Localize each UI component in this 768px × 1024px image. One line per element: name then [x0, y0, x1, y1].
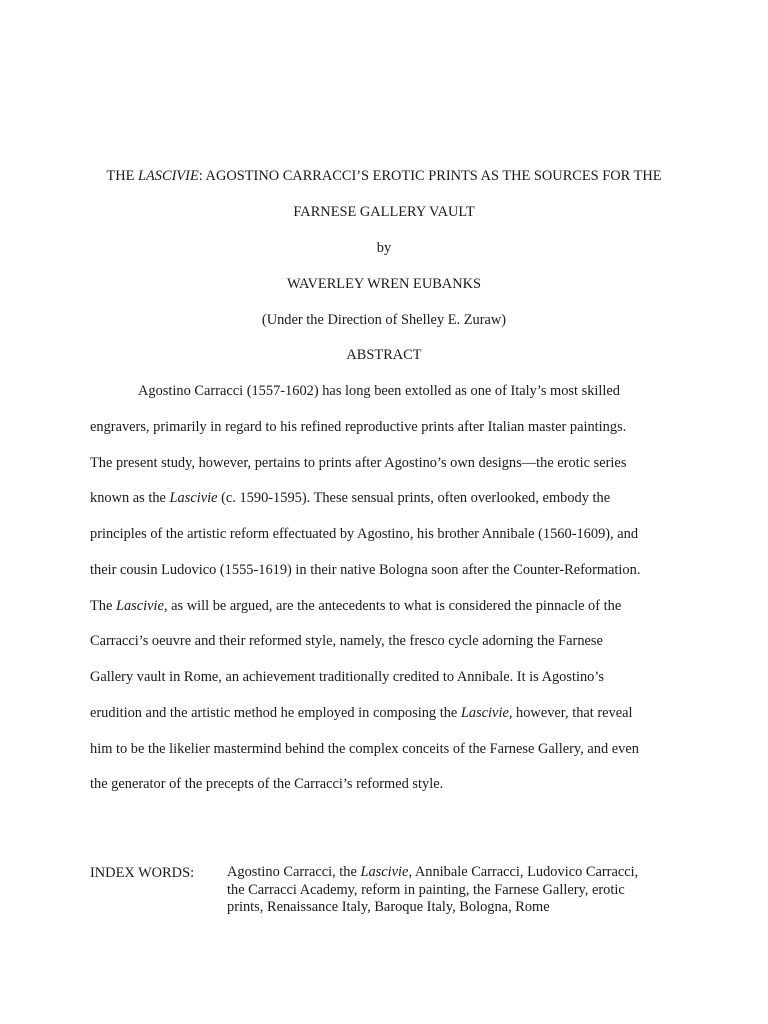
index-line-1-italic: Lascivie	[360, 864, 409, 880]
abstract-line-4-pre: known as the	[90, 490, 170, 506]
abstract-line-3: The present study, however, pertains to prints after Agostino’s own designs—the erotic series	[90, 455, 627, 471]
title-line-2: FARNESE GALLERY VAULT	[293, 204, 475, 220]
abstract-line-10-post: , however, that reveal	[508, 705, 633, 721]
abstract-line-2: engravers, primarily in regard to his refined reproductive prints after Italian master paintings.	[90, 419, 627, 435]
title-prefix: THE	[106, 168, 138, 184]
author-name: WAVERLEY WREN EUBANKS	[286, 276, 481, 292]
index-words-line-2: the Carracci Academy, reform in painting, the Farnese Gallery, erotic	[227, 881, 625, 898]
abstract-line-7-italic: Lascivie	[115, 598, 164, 614]
index-line-1-post: , Annibale Carracci, Ludovico Carracci,	[408, 864, 639, 880]
abstract-line-7-pre: The	[90, 598, 116, 614]
abstract-line-10-pre: erudition and the artistic method he employed in composing the	[90, 705, 461, 721]
abstract-line-4	[90, 489, 610, 507]
index-words-label: INDEX WORDS:	[90, 865, 195, 881]
title-italic-lascivie: LASCIVIE	[137, 168, 199, 184]
abstract-line-7	[90, 597, 621, 615]
title-line-1	[0, 167, 768, 185]
abstract-line-11: him to be the likelier mastermind behind the complex conceits of the Farnese Gallery, and even	[90, 741, 639, 757]
title-suffix: : AGOSTINO CARRACCI’S EROTIC PRINTS AS THE SOURCES FOR THE	[198, 168, 662, 184]
abstract-line-10	[90, 704, 633, 722]
by-line: by	[376, 240, 392, 256]
abstract-line-12: the generator of the precepts of the Carracci’s reformed style.	[90, 776, 444, 792]
abstract-line-10-italic: Lascivie	[460, 705, 509, 721]
index-words-line-3: prints, Renaissance Italy, Baroque Italy, Bologna, Rome	[227, 899, 550, 916]
abstract-line-6: their cousin Ludovico (1555-1619) in their native Bologna soon after the Counter-Reformation.	[90, 562, 641, 578]
abstract-line-5: principles of the artistic reform effectuated by Agostino, his brother Annibale (1560-1609), and	[90, 526, 639, 542]
index-line-1-pre: Agostino Carracci, the	[227, 864, 361, 880]
abstract-line-8: Carracci’s oeuvre and their reformed style, namely, the fresco cycle adorning the Farnese	[90, 633, 603, 649]
abstract-line-9: Gallery vault in Rome, an achievement traditionally credited to Annibale. It is Agostino’s	[90, 669, 604, 685]
abstract-line-4-post: (c. 1590-1595). These sensual prints, often overlooked, embody the	[217, 490, 611, 506]
abstract-line-1: Agostino Carracci (1557-1602) has long been extolled as one of Italy’s most skilled	[138, 383, 620, 399]
index-words-list	[227, 864, 638, 917]
index-words-line-1	[227, 864, 638, 882]
abstract-line-7-post: , as will be argued, are the antecedents to what is considered the pinnacle of the	[163, 598, 622, 614]
abstract-heading: ABSTRACT	[346, 347, 422, 363]
direction-line: (Under the Direction of Shelley E. Zuraw)	[261, 312, 507, 328]
abstract-line-4-italic: Lascivie	[169, 490, 218, 506]
